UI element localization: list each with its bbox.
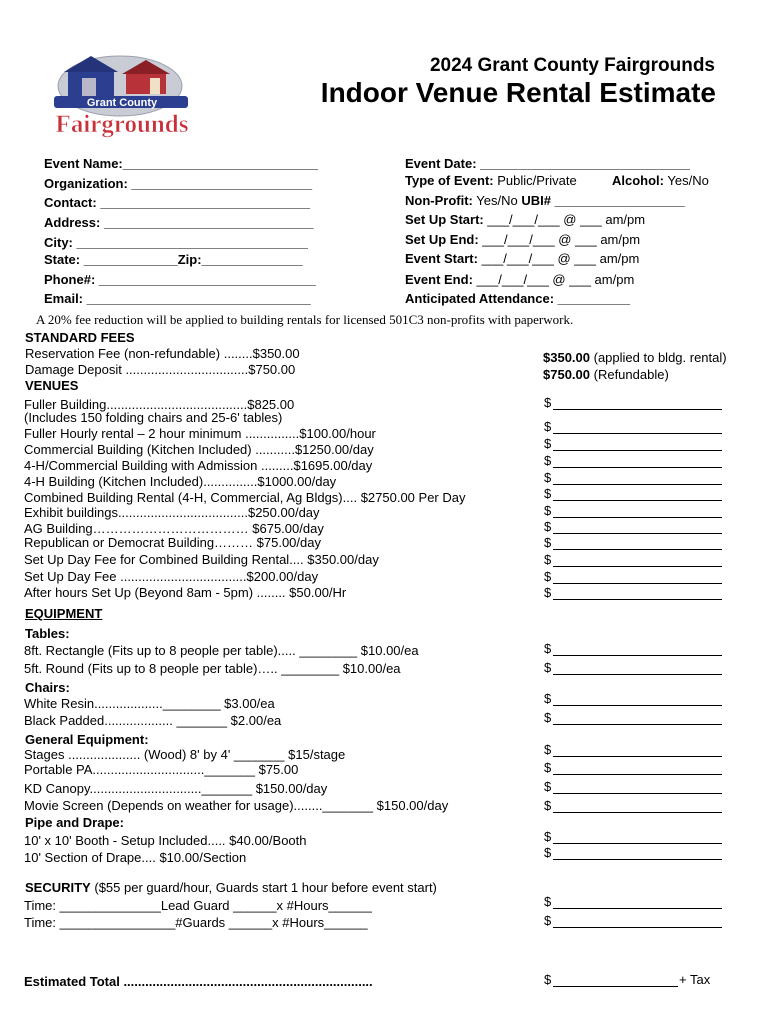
setup-start-field[interactable] <box>405 212 645 228</box>
dollar-sign: $ <box>544 691 552 706</box>
amount-security-guards[interactable] <box>544 913 551 928</box>
header-subtitle: 2024 Grant County Fairgrounds <box>429 55 715 76</box>
dollar-sign: $ <box>544 552 552 567</box>
amount-kd-canopy[interactable] <box>544 779 551 794</box>
tax-label: + Tax <box>679 972 711 987</box>
venue-ag: AG Building……………………………… $675.00/day <box>24 521 324 536</box>
nonprofit-value: Yes/No <box>476 193 518 208</box>
security-note: ($55 per guard/hour, Guards start 1 hour before event start) <box>94 880 437 895</box>
amount-setup-day[interactable] <box>544 569 551 584</box>
table-round: 5ft. Round (Fits up to 8 people per table)….. ________ $10.00/ea <box>24 661 401 676</box>
setup-end-field[interactable] <box>405 232 640 248</box>
dollar-sign: $ <box>544 742 552 757</box>
setup-end-value: ___/___/___ @ ___ am/pm <box>482 232 641 247</box>
event-end-field[interactable] <box>405 272 634 288</box>
venue-4h: 4-H Building (Kitchen Included)...............$1000.00/day <box>24 474 337 489</box>
chairs-heading: Chairs: <box>25 680 70 695</box>
attendance-field[interactable]: Anticipated Attendance: __________ <box>405 291 630 306</box>
setup-end-label: Set Up End: <box>405 232 479 247</box>
damage-deposit: Damage Deposit ..................................$750.00 <box>25 362 296 377</box>
damage-amount: $750.00 <box>543 367 590 382</box>
venue-fuller-note: (Includes 150 folding chairs and 25-6' tables) <box>24 410 283 425</box>
fairgrounds-logo <box>50 52 192 142</box>
dollar-sign: $ <box>544 395 552 410</box>
type-label: Type of Event: <box>405 173 494 188</box>
chair-white-resin: White Resin...................________ $3.00/ea <box>24 696 275 711</box>
state-zip-field[interactable]: State: _____________Zip:______________ <box>44 252 303 267</box>
venue-fuller-hourly: Fuller Hourly rental – 2 hour minimum ...............$100.00/hour <box>24 426 376 441</box>
venue-commercial: Commercial Building (Kitchen Included) ...........$1250.00/day <box>24 442 374 457</box>
dollar-sign: $ <box>544 585 552 600</box>
dollar-sign: $ <box>544 453 552 468</box>
nonprofit-notice: A 20% fee reduction will be applied to building rentals for licensed 501C3 non-profits with paperwork. <box>36 312 574 327</box>
dollar-sign: $ <box>544 569 552 584</box>
venue-setup-day: Set Up Day Fee ...................................$200.00/day <box>24 569 319 584</box>
pipe-drape-section: 10' Section of Drape.... $10.00/Section <box>24 850 247 865</box>
amount-movie-screen[interactable] <box>544 798 551 813</box>
venue-combined: Combined Building Rental (4-H, Commercial, Ag Bldgs).... $2750.00 Per Day <box>24 490 466 505</box>
svg-text:Fairgrounds: Fairgrounds <box>55 111 189 138</box>
dollar-sign: $ <box>544 503 552 518</box>
event-start-label: Event Start: <box>405 251 478 266</box>
amount-security-lead[interactable] <box>544 894 551 909</box>
venue-after-hours: After hours Set Up (Beyond 8am - 5pm) ........ $50.00/Hr <box>24 585 347 600</box>
dollar-sign: $ <box>544 845 552 860</box>
equipment-heading: EQUIPMENT <box>25 606 103 621</box>
event-end-label: Event End: <box>405 272 473 287</box>
equip-kd-canopy: KD Canopy..............................._______ $150.00/day <box>24 781 328 796</box>
event-date-field[interactable]: Event Date: _____________________________ <box>405 156 690 171</box>
equip-portable-pa: Portable PA..............................._______ $75.00 <box>24 762 299 777</box>
setup-start-value: ___/___/___ @ ___ am/pm <box>487 212 646 227</box>
damage-summary <box>543 367 669 383</box>
dollar-sign: $ <box>544 710 552 725</box>
amount-chair-white[interactable] <box>544 691 551 706</box>
amount-fuller[interactable] <box>544 395 551 410</box>
type-of-event-field[interactable] <box>405 173 577 189</box>
contact-field[interactable]: Contact: _____________________________ <box>44 195 310 210</box>
amount-exhibit[interactable] <box>544 503 551 518</box>
event-name-field[interactable]: Event Name:___________________________ <box>44 156 318 171</box>
type-value: Public/Private <box>497 173 577 188</box>
damage-note: (Refundable) <box>593 367 669 382</box>
general-equipment-heading: General Equipment: <box>25 732 149 747</box>
amount-pipe-booth[interactable] <box>544 829 551 844</box>
amount-chair-black[interactable] <box>544 710 551 725</box>
event-start-value: ___/___/___ @ ___ am/pm <box>481 251 640 266</box>
dollar-sign: $ <box>544 779 552 794</box>
venue-fuller: Fuller Building.......................................$825.00 <box>24 397 295 412</box>
ubi-field[interactable]: UBI# __________________ <box>521 193 685 208</box>
dollar-sign: $ <box>544 436 552 451</box>
amount-ag[interactable] <box>544 519 551 534</box>
amount-4h-commercial[interactable] <box>544 453 551 468</box>
reservation-summary <box>543 350 727 366</box>
venue-4h-commercial: 4-H/Commercial Building with Admission .........$1695.00/day <box>24 458 373 473</box>
amount-fuller-hourly[interactable] <box>544 419 551 434</box>
equip-stages: Stages .................... (Wood) 8' by 4' _______ $15/stage <box>24 747 346 762</box>
city-field[interactable]: City: ________________________________ <box>44 235 308 250</box>
alcohol-label: Alcohol: <box>612 173 664 188</box>
dollar-sign: $ <box>544 486 552 501</box>
dollar-sign: $ <box>544 470 552 485</box>
equip-movie-screen: Movie Screen (Depends on weather for usage)........_______ $150.00/day <box>24 798 449 813</box>
dollar-sign: $ <box>544 913 552 928</box>
venue-exhibit: Exhibit buildings....................................$250.00/day <box>24 505 320 520</box>
venue-republican-democrat: Republican or Democrat Building……… $75.00/day <box>24 535 321 550</box>
dollar-sign: $ <box>544 519 552 534</box>
venue-setup-combined: Set Up Day Fee for Combined Building Rental.... $350.00/day <box>24 552 379 567</box>
amount-after-hours[interactable] <box>544 585 551 600</box>
chair-black-padded: Black Padded................... _______ $2.00/ea <box>24 713 282 728</box>
phone-field[interactable]: Phone#: ______________________________ <box>44 272 316 287</box>
alcohol-field[interactable] <box>612 173 709 189</box>
nonprofit-field[interactable] <box>405 193 685 209</box>
dollar-sign: $ <box>544 760 552 775</box>
dollar-sign: $ <box>544 829 552 844</box>
tables-heading: Tables: <box>25 626 70 641</box>
event-start-field[interactable] <box>405 251 639 267</box>
dollar-sign: $ <box>544 535 552 550</box>
organization-field[interactable]: Organization: _________________________ <box>44 176 313 191</box>
svg-text:Grant County: Grant County <box>86 97 158 109</box>
venues-heading: VENUES <box>25 378 79 393</box>
amount-combined[interactable] <box>544 486 551 501</box>
reservation-amount: $350.00 <box>543 350 590 365</box>
amount-republican-democrat[interactable] <box>544 535 551 550</box>
dollar-sign: $ <box>544 972 552 987</box>
table-rectangle: 8ft. Rectangle (Fits up to 8 people per table)..... ________ $10.00/ea <box>24 643 419 658</box>
address-field[interactable]: Address: _____________________________ <box>44 215 314 230</box>
pipe-booth: 10' x 10' Booth - Setup Included..... $40.00/Booth <box>24 833 307 848</box>
alcohol-value: Yes/No <box>667 173 709 188</box>
amount-table-round[interactable] <box>544 660 551 675</box>
amount-pipe-drape[interactable] <box>544 845 551 860</box>
pipe-drape-heading: Pipe and Drape: <box>25 815 124 830</box>
amount-setup-combined[interactable] <box>544 552 551 567</box>
amount-portable-pa[interactable] <box>544 760 551 775</box>
security-heading: SECURITY <box>25 880 91 895</box>
estimated-total-label: Estimated Total ..................................................................... <box>24 974 373 989</box>
amount-commercial[interactable] <box>544 436 551 451</box>
reservation-note: (applied to bldg. rental) <box>593 350 727 365</box>
amount-table-rectangle[interactable] <box>544 641 551 656</box>
email-field[interactable]: Email: _______________________________ <box>44 291 311 306</box>
standard-fees-heading: STANDARD FEES <box>25 330 135 345</box>
security-lead-guard[interactable]: Time: ______________Lead Guard ______x #Hours______ <box>24 898 372 913</box>
dollar-sign: $ <box>544 894 552 909</box>
event-end-value: ___/___/___ @ ___ am/pm <box>476 272 635 287</box>
security-guards[interactable]: Time: ________________#Guards ______x #Hours______ <box>24 915 368 930</box>
dollar-sign: $ <box>544 798 552 813</box>
dollar-sign: $ <box>544 641 552 656</box>
dollar-sign: $ <box>544 660 552 675</box>
amount-4h[interactable] <box>544 470 551 485</box>
page-title: Indoor Venue Rental Estimate <box>320 77 716 108</box>
setup-start-label: Set Up Start: <box>405 212 484 227</box>
security-line <box>25 880 437 896</box>
amount-estimated-total[interactable] <box>544 972 711 987</box>
reservation-fee: Reservation Fee (non-refundable) ........$350.00 <box>25 346 300 361</box>
amount-stages[interactable] <box>544 742 551 757</box>
nonprofit-label: Non-Profit: <box>405 193 473 208</box>
dollar-sign: $ <box>544 419 552 434</box>
